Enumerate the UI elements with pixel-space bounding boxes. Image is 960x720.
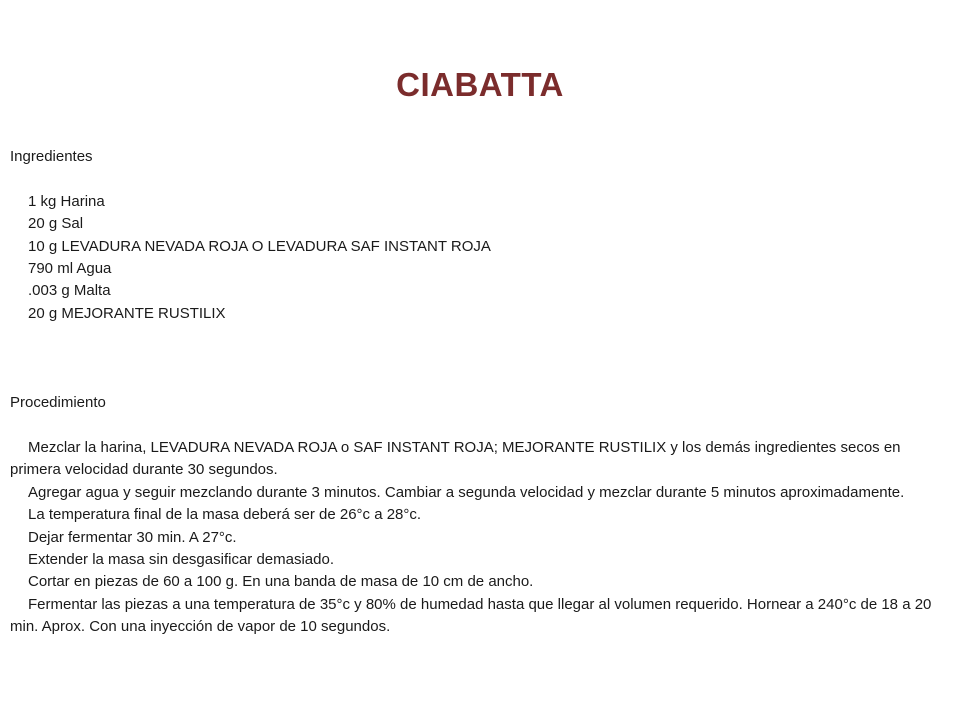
procedure-step: Extender la masa sin desgasificar demasiado.	[28, 551, 334, 569]
procedure-step: Mezclar la harina, LEVADURA NEVADA ROJA o SAF INSTANT ROJA; MEJORANTE RUSTILIX y los demás ingredientes secos en primera velocidad durante 30 segundos.	[10, 439, 901, 479]
ingredients-list	[10, 191, 950, 325]
procedure-heading: Procedimiento	[10, 394, 106, 412]
procedure-step: Agregar agua y seguir mezclando durante 3 minutos. Cambiar a segunda velocidad y mezclar durante 5 minutos aproximadamente.	[28, 483, 905, 501]
ingredients-heading: Ingredientes	[10, 148, 93, 165]
spacer	[10, 168, 950, 190]
spacer	[10, 415, 950, 437]
procedure-step: Cortar en piezas de 60 a 100 g. En una banda de masa de 10 cm de ancho.	[28, 573, 534, 591]
ingredient-item: 790 ml Agua	[28, 260, 112, 278]
procedure-step: La temperatura final de la masa deberá ser de 26°c a 28°c.	[28, 506, 422, 524]
ingredient-item: 1 kg Harina	[28, 192, 105, 210]
ingredient-item: 10 g LEVADURA NEVADA ROJA O LEVADURA SAF INSTANT ROJA	[28, 237, 491, 255]
procedure-step: Dejar fermentar 30 min. A 27°c.	[28, 528, 237, 546]
ingredient-item: 20 g Sal	[28, 215, 84, 233]
recipe-content	[10, 146, 950, 639]
procedure-step: Fermentar las piezas a una temperatura de 35°c y 80% de humedad hasta que llegar al volumen requerido. Hornear a 240°c de 18 a 20 min. Aprox. Con una inyección de vapor de 10 segundos.	[10, 595, 932, 636]
ingredient-item: .003 g Malta	[28, 282, 111, 300]
spacer	[10, 325, 950, 392]
ingredient-item: 20 g MEJORANTE RUSTILIX	[28, 304, 226, 322]
page-title: CIABATTA	[396, 66, 564, 103]
procedure-steps	[10, 437, 950, 639]
